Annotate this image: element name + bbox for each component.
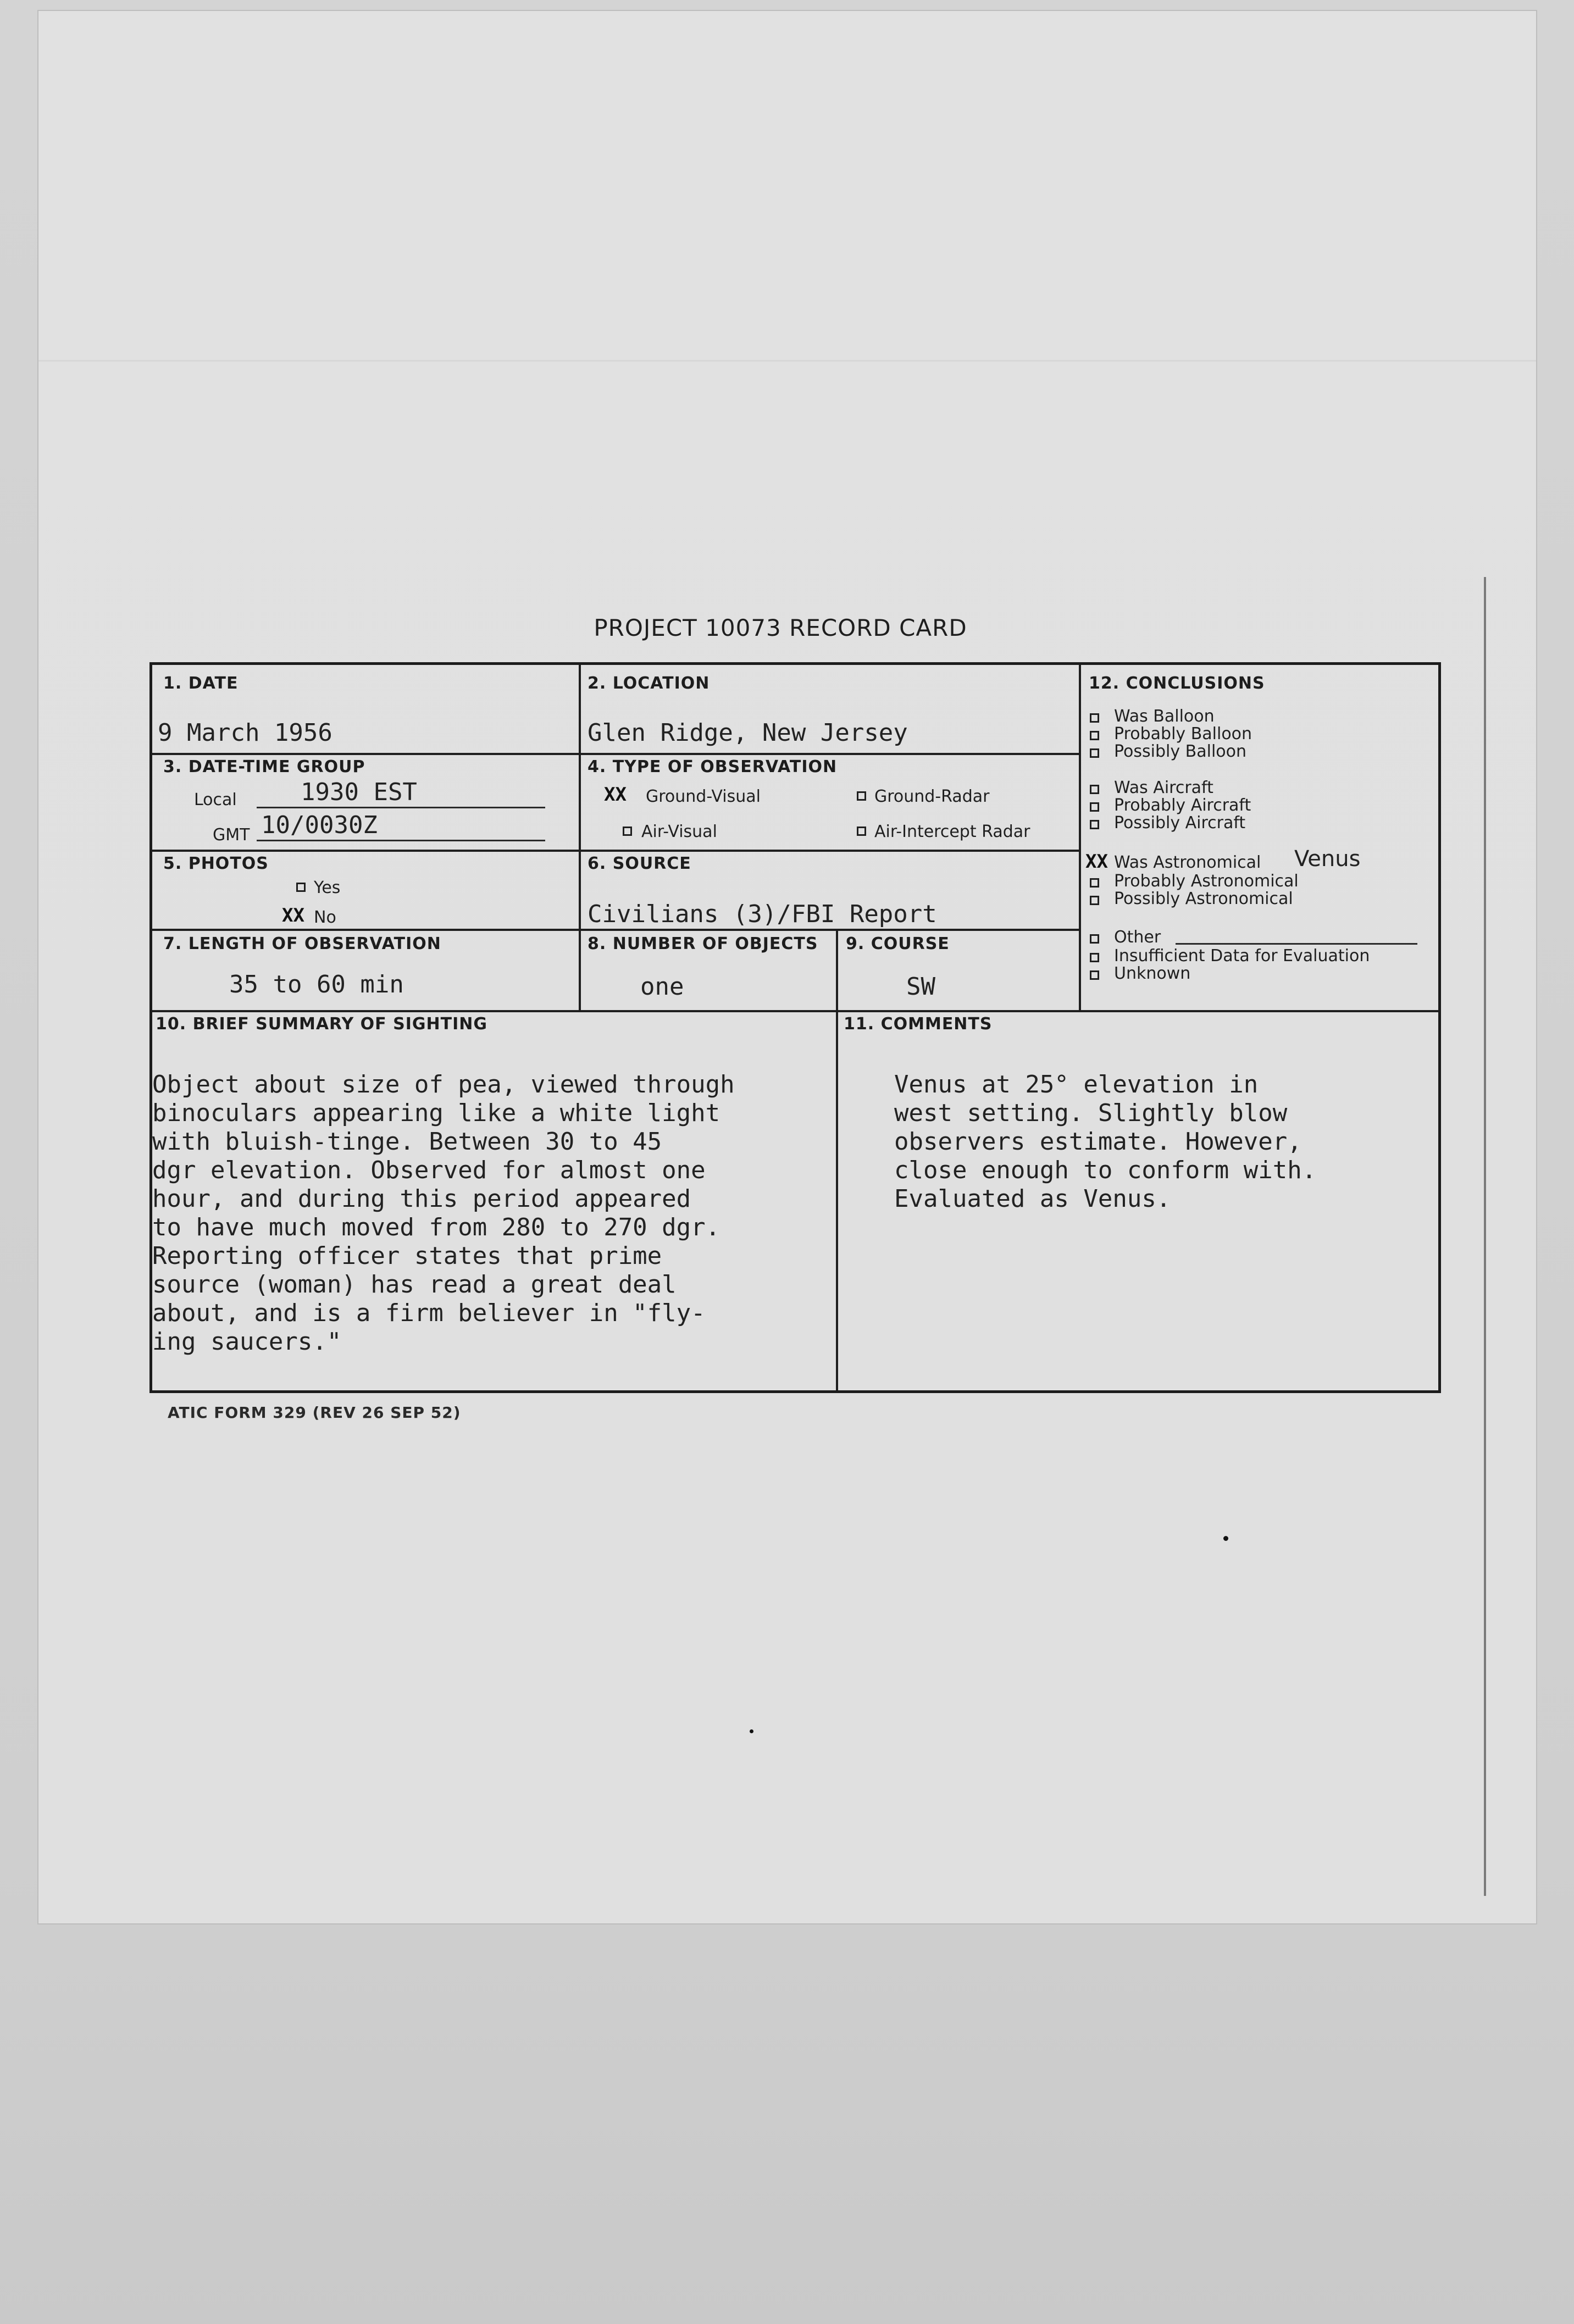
was-aircraft-label: Was Aircraft	[1114, 778, 1213, 797]
date-value: 9 March 1956	[158, 719, 332, 747]
date-time-group-label: 3. DATE-TIME GROUP	[163, 757, 365, 776]
divider-row-3	[152, 929, 1079, 931]
summary-line: to have much moved from 280 to 270 dgr.	[152, 1213, 721, 1241]
local-label: Local	[194, 790, 237, 809]
probably-astronomical-checkbox[interactable]	[1090, 878, 1099, 888]
location-value: Glen Ridge, New Jersey	[588, 719, 908, 747]
probably-balloon-label: Probably Balloon	[1114, 724, 1252, 744]
ground-radar-checkbox[interactable]	[857, 791, 866, 801]
ground-visual-checkmark: XX	[604, 784, 627, 806]
gmt-time-value: 10/0030Z	[261, 811, 378, 839]
was-balloon-checkbox[interactable]	[1090, 713, 1099, 723]
conclusions-label: 12. CONCLUSIONS	[1089, 674, 1265, 693]
unknown-checkbox[interactable]	[1090, 970, 1099, 980]
course-label: 9. COURSE	[846, 934, 950, 953]
summary-line: binoculars appearing like a white light	[152, 1099, 721, 1127]
summary-line: ing saucers."	[152, 1328, 342, 1356]
possibly-aircraft-label: Possibly Aircraft	[1114, 813, 1246, 833]
length-of-observation-label: 7. LENGTH OF OBSERVATION	[163, 934, 441, 953]
divider-col-9	[836, 929, 838, 1390]
card-title: PROJECT 10073 RECORD CARD	[594, 614, 967, 641]
other-underline	[1176, 943, 1417, 945]
air-visual-checkbox[interactable]	[623, 827, 632, 836]
type-of-observation-label: 4. TYPE OF OBSERVATION	[588, 757, 838, 776]
number-of-objects-label: 8. NUMBER OF OBJECTS	[588, 934, 818, 953]
photos-no-label: No	[314, 908, 336, 927]
source-value: Civilians (3)/FBI Report	[588, 900, 937, 928]
scan-speck	[1223, 1536, 1228, 1541]
ground-visual-label: Ground-Visual	[646, 787, 761, 806]
summary-line: hour, and during this period appeared	[152, 1185, 691, 1213]
divider-col-12	[1079, 665, 1081, 1010]
comments-label: 11. COMMENTS	[844, 1014, 993, 1034]
photos-yes-checkbox[interactable]	[296, 883, 306, 892]
summary-line: source (woman) has read a great deal	[152, 1271, 677, 1299]
was-astronomical-annotation: Venus	[1294, 846, 1361, 872]
date-label: 1. DATE	[163, 674, 239, 693]
brief-summary-label: 10. BRIEF SUMMARY OF SIGHTING	[156, 1014, 487, 1034]
comments-text	[894, 1042, 1316, 1213]
other-label: Other	[1114, 928, 1161, 947]
summary-line: with bluish-tinge. Between 30 to 45	[152, 1128, 662, 1156]
divider-row-4	[152, 1010, 1438, 1012]
comments-line: west setting. Slightly blow	[894, 1099, 1288, 1127]
possibly-aircraft-checkbox[interactable]	[1090, 820, 1099, 829]
photos-label: 5. PHOTOS	[163, 854, 269, 873]
insufficient-data-checkbox[interactable]	[1090, 953, 1099, 962]
scan-speck	[750, 1729, 753, 1733]
local-time-underline	[257, 807, 545, 808]
other-checkbox[interactable]	[1090, 934, 1099, 944]
comments-line: Evaluated as Venus.	[894, 1185, 1171, 1213]
source-label: 6. SOURCE	[588, 854, 691, 873]
probably-aircraft-checkbox[interactable]	[1090, 802, 1099, 812]
unknown-label: Unknown	[1114, 964, 1191, 983]
air-intercept-radar-checkbox[interactable]	[857, 827, 866, 836]
summary-line: dgr elevation. Observed for almost one	[152, 1156, 706, 1184]
record-card	[149, 662, 1441, 1393]
possibly-balloon-label: Possibly Balloon	[1114, 742, 1246, 761]
course-value: SW	[906, 973, 935, 1001]
was-astronomical-label: Was Astronomical	[1114, 853, 1261, 872]
possibly-balloon-checkbox[interactable]	[1090, 748, 1099, 758]
ground-radar-label: Ground-Radar	[874, 787, 990, 806]
gmt-label: GMT	[213, 825, 250, 845]
was-aircraft-checkbox[interactable]	[1090, 785, 1099, 794]
was-balloon-label: Was Balloon	[1114, 707, 1215, 726]
insufficient-data-label: Insufficient Data for Evaluation	[1114, 946, 1370, 966]
location-label: 2. LOCATION	[588, 674, 710, 693]
divider-row-2	[152, 850, 1079, 852]
possibly-astronomical-checkbox[interactable]	[1090, 896, 1099, 905]
photos-yes-label: Yes	[314, 878, 341, 897]
form-identifier: ATIC FORM 329 (REV 26 SEP 52)	[168, 1404, 461, 1422]
comments-line: Venus at 25° elevation in	[894, 1071, 1259, 1099]
probably-balloon-checkbox[interactable]	[1090, 731, 1099, 740]
brief-summary-text	[152, 1042, 735, 1356]
comments-line: observers estimate. However,	[894, 1128, 1302, 1156]
summary-line: Reporting officer states that prime	[152, 1242, 662, 1270]
possibly-astronomical-label: Possibly Astronomical	[1114, 889, 1293, 908]
summary-line: about, and is a firm believer in "fly-	[152, 1299, 706, 1327]
air-intercept-radar-label: Air-Intercept Radar	[874, 822, 1030, 841]
divider-col-2	[579, 665, 581, 1010]
gmt-time-underline	[257, 840, 545, 841]
air-visual-label: Air-Visual	[641, 822, 717, 841]
probably-aircraft-label: Probably Aircraft	[1114, 796, 1251, 815]
summary-line: Object about size of pea, viewed through	[152, 1071, 735, 1099]
photos-no-checkmark: XX	[282, 905, 304, 927]
number-of-objects-value: one	[640, 973, 684, 1001]
length-of-observation-value: 35 to 60 min	[229, 970, 404, 999]
probably-astronomical-label: Probably Astronomical	[1114, 872, 1299, 891]
divider-row-1	[152, 753, 1079, 755]
paper-fold-line	[38, 360, 1536, 362]
local-time-value: 1930 EST	[301, 778, 417, 806]
was-astronomical-checkmark: XX	[1085, 851, 1108, 873]
scan-edge-mark	[1484, 577, 1486, 1896]
comments-line: close enough to conform with.	[894, 1156, 1317, 1184]
